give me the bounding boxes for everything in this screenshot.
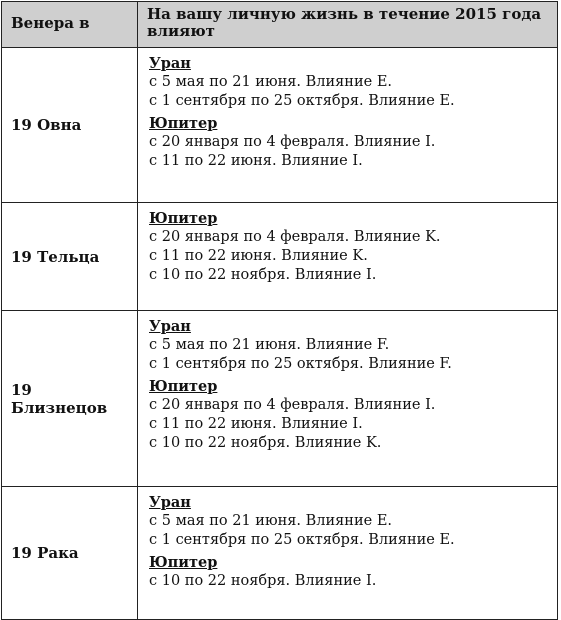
- planet-group: [149, 493, 549, 550]
- period-line: с 20 января по 4 февраля. Влияние K.: [149, 229, 441, 245]
- planet-group: [149, 377, 549, 453]
- period-line: с 10 по 22 ноября. Влияние I.: [149, 267, 377, 283]
- planet-name: Юпитер: [149, 378, 218, 395]
- period-line: с 10 по 22 ноября. Влияние I.: [149, 573, 377, 589]
- planet-group: [149, 54, 549, 111]
- period-line: с 1 сентября по 25 октября. Влияние F.: [149, 356, 452, 372]
- header-row: [2, 2, 558, 48]
- period-line: с 20 января по 4 февраля. Влияние I.: [149, 397, 436, 413]
- sign-cell: 19 Овна: [2, 48, 138, 203]
- planet-name: Юпитер: [149, 554, 218, 571]
- period-line: с 1 сентября по 25 октября. Влияние E.: [149, 532, 455, 548]
- planet-name: Уран: [149, 318, 191, 335]
- planet-group: [149, 114, 549, 171]
- period-line: с 10 по 22 ноября. Влияние K.: [149, 435, 382, 451]
- planet-name: Юпитер: [149, 210, 218, 227]
- table-row: [2, 311, 558, 487]
- header-venus-in: Венера в: [2, 2, 138, 48]
- influence-cell: [138, 311, 558, 487]
- influence-cell: [138, 203, 558, 311]
- planet-name: Уран: [149, 55, 191, 72]
- period-line: с 20 января по 4 февраля. Влияние I.: [149, 134, 436, 150]
- influence-cell: [138, 48, 558, 203]
- planet-name: Юпитер: [149, 115, 218, 132]
- planet-name: Уран: [149, 494, 191, 511]
- period-line: с 5 мая по 21 июня. Влияние E.: [149, 74, 393, 90]
- table-row: [2, 203, 558, 311]
- sign-cell: 19 Близнецов: [2, 311, 138, 487]
- table-row: [2, 48, 558, 203]
- period-line: с 11 по 22 июня. Влияние K.: [149, 248, 368, 264]
- sign-cell: 19 Тельца: [2, 203, 138, 311]
- header-influences: На вашу личную жизнь в течение 2015 года влияют: [138, 2, 558, 48]
- influence-table: [1, 1, 558, 620]
- period-line: с 1 сентября по 25 октября. Влияние E.: [149, 93, 455, 109]
- sign-cell: 19 Рака: [2, 487, 138, 620]
- planet-group: [149, 317, 549, 374]
- period-line: с 11 по 22 июня. Влияние I.: [149, 416, 363, 432]
- influence-cell: [138, 487, 558, 620]
- planet-group: [149, 553, 549, 591]
- table-row: [2, 487, 558, 620]
- period-line: с 11 по 22 июня. Влияние I.: [149, 153, 363, 169]
- period-line: с 5 мая по 21 июня. Влияние E.: [149, 513, 393, 529]
- planet-group: [149, 209, 549, 285]
- period-line: с 5 мая по 21 июня. Влияние F.: [149, 337, 390, 353]
